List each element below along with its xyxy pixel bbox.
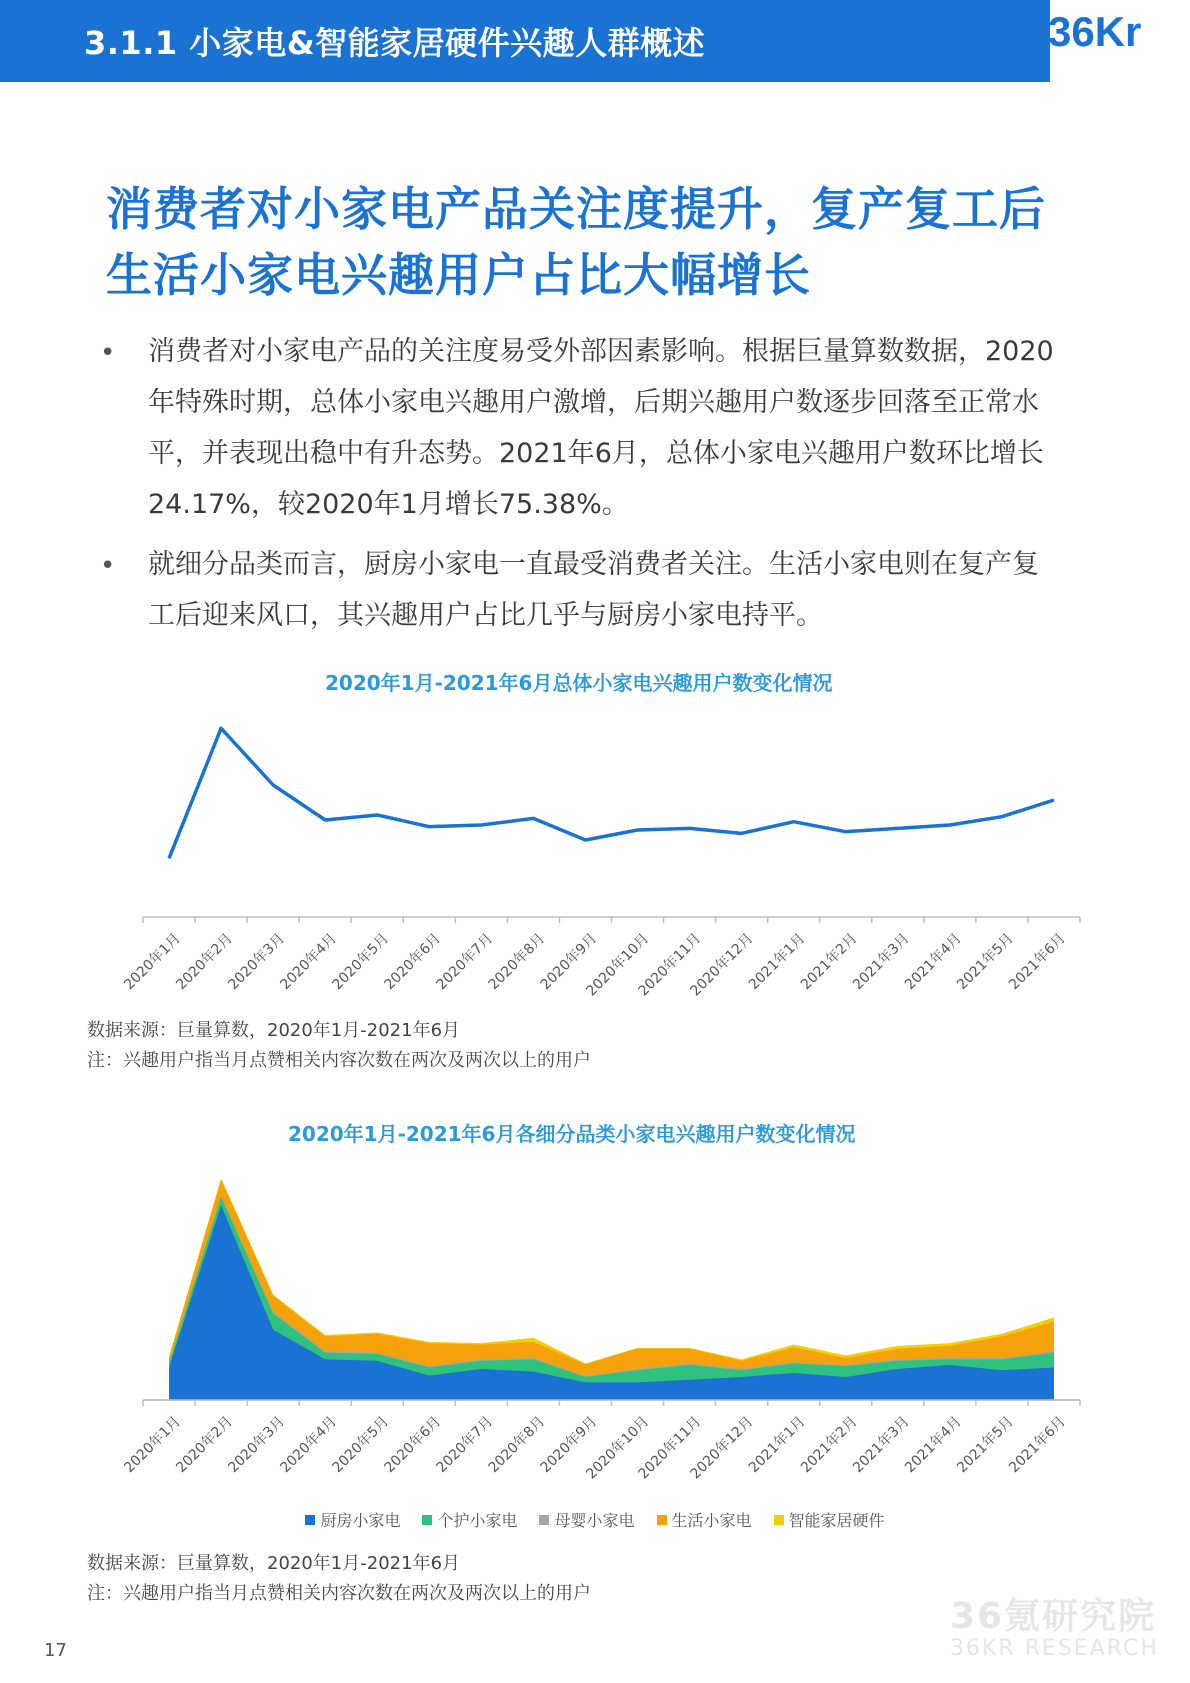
watermark-en: 36KR RESEARCH [950,1636,1159,1661]
x-tick-label: 2021年5月 [954,1413,1017,1477]
x-tick-label: 2020年7月 [433,930,497,994]
x-tick-label: 2020年9月 [537,1413,601,1477]
legend-item [657,1508,752,1531]
x-tick-label: 2020年2月 [173,930,236,994]
bullet-marker: • [100,551,116,581]
x-tick-label: 2020年12月 [687,930,757,1000]
chart-1-note: 注：兴趣用户指当月点赞相关内容次数在两次及两次以上的用户 [87,1050,591,1071]
headline-line-1: 消费者对小家电产品关注度提升，复产复工后 [106,182,1046,236]
x-tick-label: 2020年11月 [635,1413,705,1483]
x-tick-label: 2021年2月 [797,930,861,994]
x-tick-label: 2020年11月 [635,930,705,1000]
legend-label: 智能家居硬件 [788,1511,885,1530]
x-tick-label: 2020年1月 [121,1413,184,1477]
bullet-1-line-2: 年特殊时期，总体小家电兴趣用户激增，后期兴趣用户数逐步回落至正常水 [148,387,1039,418]
x-tick-label: 2020年10月 [583,1413,653,1483]
page-headline [106,176,1106,308]
bullet-2-line-1: 就细分品类而言，厨房小家电一直最受消费者关注。生活小家电则在复产复 [148,549,1039,580]
bullet-text-1 [148,326,1088,530]
x-tick-label: 2020年2月 [173,1413,236,1477]
x-tick-label: 2021年3月 [850,1413,913,1477]
x-tick-label: 2020年6月 [381,1413,445,1477]
bullet-1-line-1: 消费者对小家电产品的关注度易受外部因素影响。根据巨量算数数据，2020 [148,336,1054,367]
bullet-marker: • [100,338,116,368]
chart-2-note: 注：兴趣用户指当月点赞相关内容次数在两次及两次以上的用户 [87,1583,591,1604]
x-tick-label: 2021年2月 [797,1413,861,1477]
line-chart-total-users [0,700,1190,1010]
x-tick-label: 2021年5月 [954,930,1017,994]
chart-2-source: 数据来源：巨量算数，2020年1月-2021年6月 [87,1553,461,1574]
bullet-1-line-4: 24.17%，较2020年1月增长75.38%。 [148,489,629,520]
legend-item [305,1508,400,1531]
x-tick-label: 2020年9月 [537,930,601,994]
bullet-2-line-2: 工后迎来风口，其兴趣用户占比几乎与厨房小家电持平。 [148,600,823,631]
x-tick-label: 2021年4月 [902,930,965,994]
x-tick-label: 2021年6月 [1006,930,1069,994]
headline-line-2: 生活小家电兴趣用户占比大幅增长 [106,248,811,302]
x-tick-label: 2020年5月 [329,930,393,994]
bullet-1-line-3: 平，并表现出稳中有升态势。2021年6月，总体小家电兴趣用户数环比增长 [148,438,1044,469]
36kr-logo [1040,0,1190,82]
legend-item [422,1508,517,1531]
legend-item [539,1508,634,1531]
chart-1-source: 数据来源：巨量算数，2020年1月-2021年6月 [87,1020,461,1041]
x-tick-label: 2021年4月 [902,1413,965,1477]
logo-text-36: 36Kr [1048,8,1142,55]
legend-swatch [305,1515,315,1525]
x-tick-label: 2020年3月 [225,930,288,994]
x-tick-label: 2020年12月 [687,1413,757,1483]
x-tick-label: 2021年6月 [1006,1413,1069,1477]
x-tick-label: 2020年4月 [277,1413,341,1477]
legend-label: 个护小家电 [437,1511,518,1530]
chart-2-title: 2020年1月-2021年6月各细分品类小家电兴趣用户数变化情况 [288,1122,856,1146]
chart-2-legend [0,1508,1190,1531]
chart-1-title: 2020年1月-2021年6月总体小家电兴趣用户数变化情况 [325,671,833,695]
stacked-area-chart-categories [0,1150,1190,1500]
bullet-text-2 [148,539,1088,641]
legend-label: 母婴小家电 [554,1511,635,1530]
legend-label: 生活小家电 [671,1511,752,1530]
x-tick-label: 2020年5月 [329,1413,393,1477]
legend-swatch [657,1515,667,1525]
series-line-total [169,728,1054,858]
x-tick-label: 2020年1月 [121,930,184,994]
section-title: 3.1.1 小家电&智能家居硬件兴趣人群概述 [84,24,706,62]
x-tick-label: 2020年8月 [485,1413,549,1477]
watermark-cn: 36氪研究院 [950,1596,1157,1637]
x-tick-label: 2020年7月 [433,1413,497,1477]
x-tick-label: 2021年3月 [850,930,913,994]
x-tick-label: 2020年4月 [277,930,341,994]
legend-swatch [539,1515,549,1525]
page-number: 17 [44,1640,67,1661]
x-tick-label: 2021年1月 [745,1413,809,1477]
legend-swatch [422,1515,432,1525]
x-tick-label: 2020年3月 [225,1413,288,1477]
x-tick-label: 2021年1月 [745,930,809,994]
legend-item [774,1508,885,1531]
legend-label: 厨房小家电 [320,1511,401,1530]
x-tick-label: 2020年10月 [583,930,653,1000]
x-tick-label: 2020年6月 [381,930,445,994]
legend-swatch [774,1515,784,1525]
x-tick-label: 2020年8月 [485,930,549,994]
